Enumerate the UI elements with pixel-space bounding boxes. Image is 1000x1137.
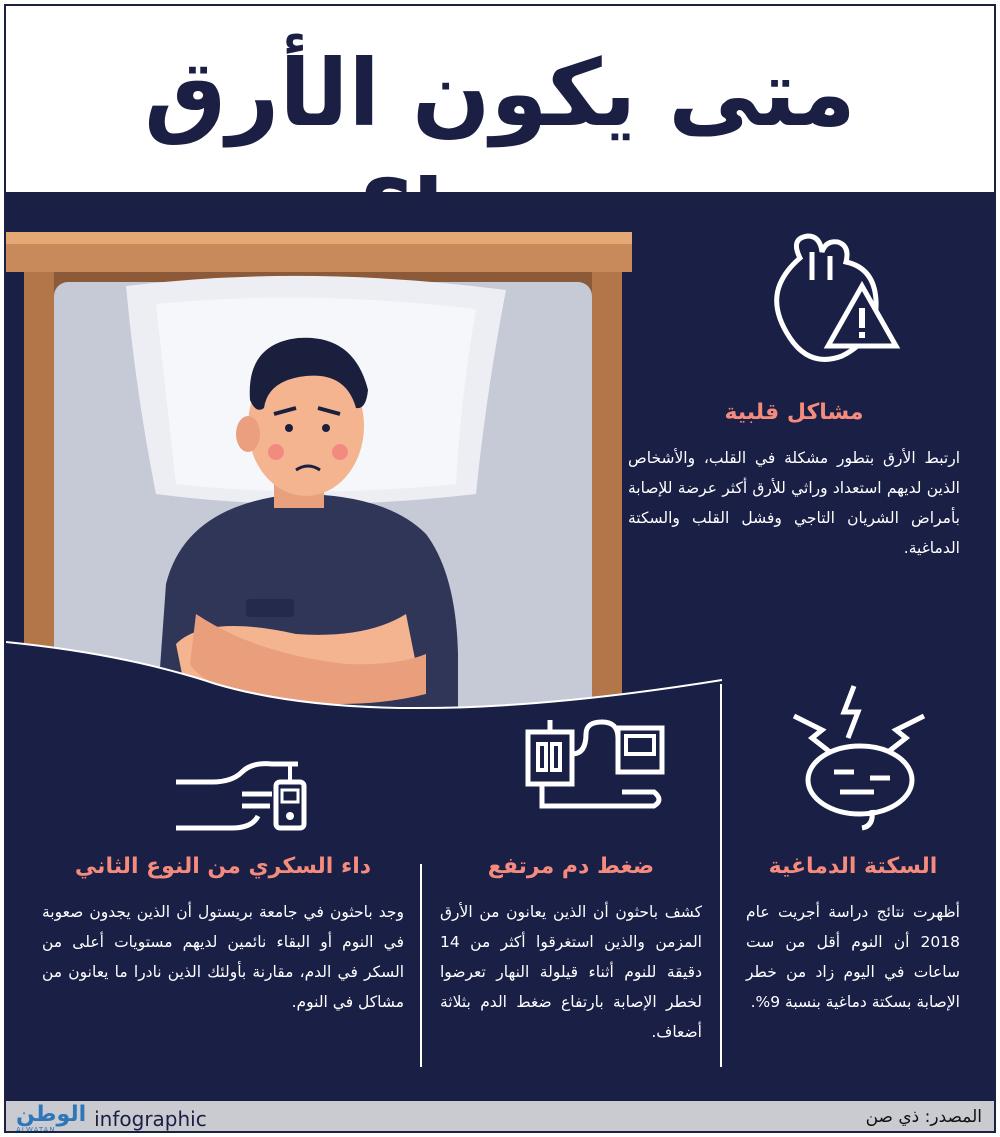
blood-pressure-monitor-icon xyxy=(522,714,672,814)
brand-name-latin: ALWATAN xyxy=(16,1126,56,1133)
brand-infographic-label: infographic xyxy=(94,1107,207,1131)
title-bar xyxy=(6,6,994,194)
high-blood-pressure-section xyxy=(440,854,702,1047)
separator-line xyxy=(420,864,422,1067)
diabetes-heading: داء السكري من النوع الثاني xyxy=(74,854,372,879)
heart-problems-section xyxy=(628,400,960,563)
brain-lightning-icon xyxy=(784,682,934,832)
stroke-body: أظهرت نتائج دراسة أجريت عام 2018 أن النوم أقل من ست ساعات في اليوم زاد من خطر الإصابة بسكتة دماغية بنسبة 9%. xyxy=(746,903,960,1011)
footer-bar xyxy=(6,1101,994,1133)
brand-logo xyxy=(16,1104,207,1133)
infographic-frame xyxy=(4,4,996,1133)
pressure-body: كشف باحثون أن الذين يعانون من الأرق المزمن والذين استغرقوا أكثر من 14 دقيقة للنوم أثناء قيلولة النهار تعرضوا لخطر الإصابة بارتفاع ضغط الدم بثلاثة أضعاف. xyxy=(440,903,702,1041)
heart-body: ارتبط الأرق بتطور مشكلة في القلب، والأشخاص الذين لديهم استعداد وراثي للأرق أكثر عرضة للإصابة بأمراض الشريان التاجي وفشل القلب والسكتة الدماغية. xyxy=(628,449,960,557)
heart-warning-icon xyxy=(750,228,910,368)
glucose-meter-icon xyxy=(172,742,322,852)
content-panel xyxy=(6,194,994,1101)
pressure-heading: ضغط دم مرتفع xyxy=(487,854,655,879)
source-credit: المصدر: ذي صن xyxy=(865,1107,982,1127)
brand-mark xyxy=(16,1104,86,1133)
brand-name-arabic: الوطن xyxy=(16,1102,87,1127)
page-title: متى يكون الأرق xyxy=(144,40,856,147)
heart-heading: مشاكل قلبية xyxy=(724,400,864,425)
stroke-heading: السكتة الدماغية xyxy=(768,854,938,879)
type2-diabetes-section xyxy=(42,854,404,1017)
stroke-section xyxy=(746,854,960,1017)
separator-line xyxy=(720,684,722,1067)
diabetes-body: وجد باحثون في جامعة بريستول أن الذين يجدون صعوبة في النوم أو البقاء نائمين لديهم مستويات أعلى من السكر في الدم، مقارنة بأولئك الذين نادرا ما يعانون من مشاكل في النوم. xyxy=(42,903,404,1011)
man-in-bed-illustration xyxy=(6,194,726,724)
